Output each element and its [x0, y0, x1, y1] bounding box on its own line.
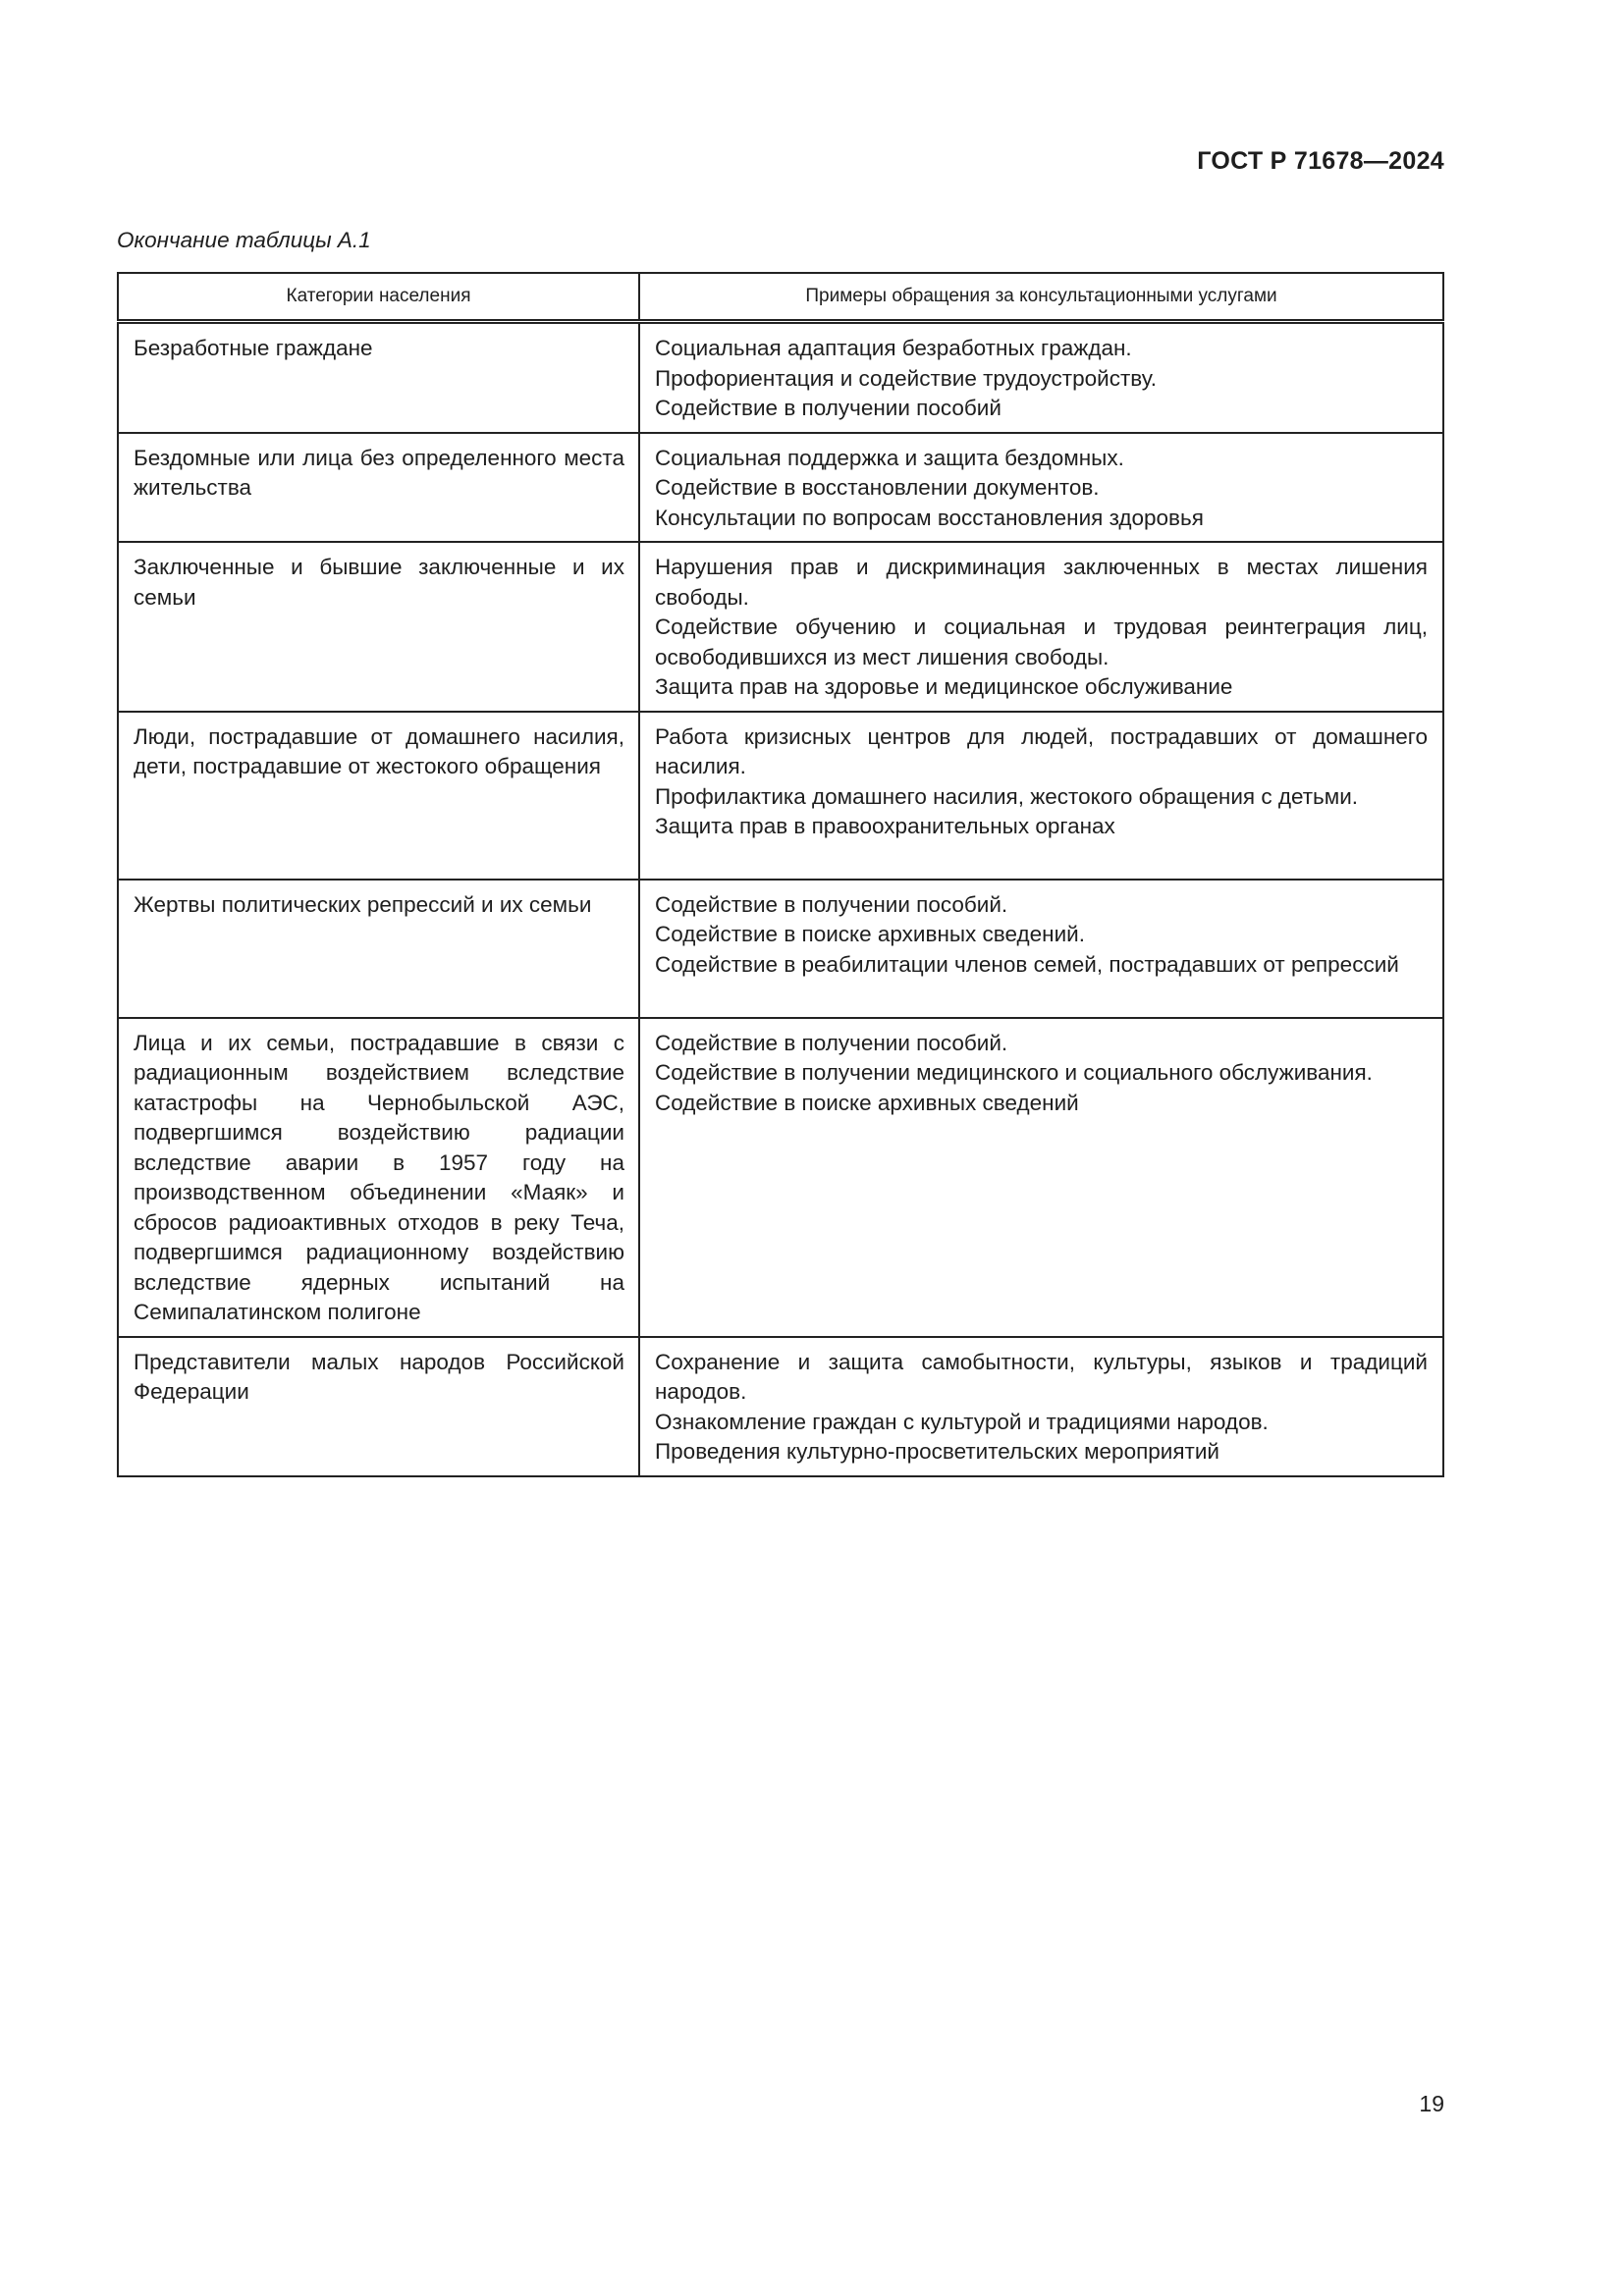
example-line: Защита прав на здоровье и медицинское обслуживание — [655, 674, 1233, 699]
table-row — [118, 1018, 1443, 1337]
example-line: Содействие в реабилитации членов семей, пострадавших от репрессий — [655, 951, 1399, 977]
example-line: Защита прав в правоохранительных органах — [655, 814, 1115, 838]
examples-cell — [639, 433, 1443, 543]
example-line: Содействие в поиске архивных сведений. — [655, 922, 1085, 946]
examples-cell — [639, 1337, 1443, 1476]
example-line: Содействие в получении пособий. — [655, 1030, 1008, 1055]
document-header: ГОСТ Р 71678—2024 — [1197, 147, 1444, 175]
examples-cell — [639, 712, 1443, 880]
category-cell: Бездомные или лица без определенного места жительства — [118, 433, 639, 543]
table-row — [118, 712, 1443, 880]
example-line: Профилактика домашнего насилия, жестокого обращения с детьми. — [655, 783, 1359, 809]
table-row — [118, 880, 1443, 1018]
table-row — [118, 542, 1443, 712]
table-row — [118, 322, 1443, 433]
page-number: 19 — [1419, 2091, 1444, 2116]
example-line: Содействие обучению и социальная и трудовая реинтеграция лиц, освободившихся из мест лишения свободы. — [655, 614, 1428, 669]
example-line: Работа кризисных центров для людей, пострадавших от домашнего насилия. — [655, 723, 1428, 778]
example-line: Содействие в получении пособий. — [655, 891, 1008, 917]
table-row — [118, 1337, 1443, 1476]
examples-cell — [639, 880, 1443, 1018]
category-cell: Лица и их семьи, пострадавшие в связи с радиационным воздействием вследствие катастрофы на Чернобыльской АЭС, подвергшимся воздействию радиации вследствие аварии в 1957 году на производственном объединении «Маяк» и сбросов радиоактивных отходов в реку Теча, подвергшимся радиационному воздействию вследствие ядерных испытаний на Семипалатинском полигоне — [118, 1018, 639, 1337]
category-cell: Представители малых народов Российской Федерации — [118, 1337, 639, 1476]
column-header-examples: Примеры обращения за консультационными услугами — [639, 273, 1443, 322]
example-line: Консультации по вопросам восстановления здоровья — [655, 505, 1204, 530]
example-line: Социальная поддержка и защита бездомных. — [655, 445, 1124, 470]
table-row — [118, 433, 1443, 543]
examples-cell — [639, 1018, 1443, 1337]
example-line: Содействие в поиске архивных сведений — [655, 1090, 1079, 1115]
example-line: Нарушения прав и дискриминация заключенных в местах лишения свободы. — [655, 555, 1428, 610]
examples-cell — [639, 542, 1443, 712]
category-cell: Заключенные и бывшие заключенные и их семьи — [118, 542, 639, 712]
consultation-table — [117, 272, 1444, 1477]
category-cell: Жертвы политических репрессий и их семьи — [118, 880, 639, 1018]
category-cell: Люди, пострадавшие от домашнего насилия, дети, пострадавшие от жестокого обращения — [118, 712, 639, 880]
example-line: Содействие в получении медицинского и социального обслуживания. — [655, 1060, 1373, 1085]
table-header-row — [118, 273, 1443, 322]
example-line: Сохранение и защита самобытности, культуры, языков и традиций народов. — [655, 1349, 1428, 1404]
example-line: Содействие в получении пособий — [655, 396, 1001, 420]
example-line: Социальная адаптация безработных граждан. — [655, 336, 1132, 360]
example-line: Содействие в восстановлении документов. — [655, 475, 1100, 500]
example-line: Проведения культурно-просветительских мероприятий — [655, 1439, 1219, 1464]
table-caption: Окончание таблицы А.1 — [117, 228, 371, 252]
example-line: Ознакомление граждан с культурой и традициями народов. — [655, 1409, 1269, 1434]
column-header-categories: Категории населения — [118, 273, 639, 322]
examples-cell — [639, 322, 1443, 433]
category-cell: Безработные граждане — [118, 322, 639, 433]
example-line: Профориентация и содействие трудоустройству. — [655, 365, 1157, 391]
